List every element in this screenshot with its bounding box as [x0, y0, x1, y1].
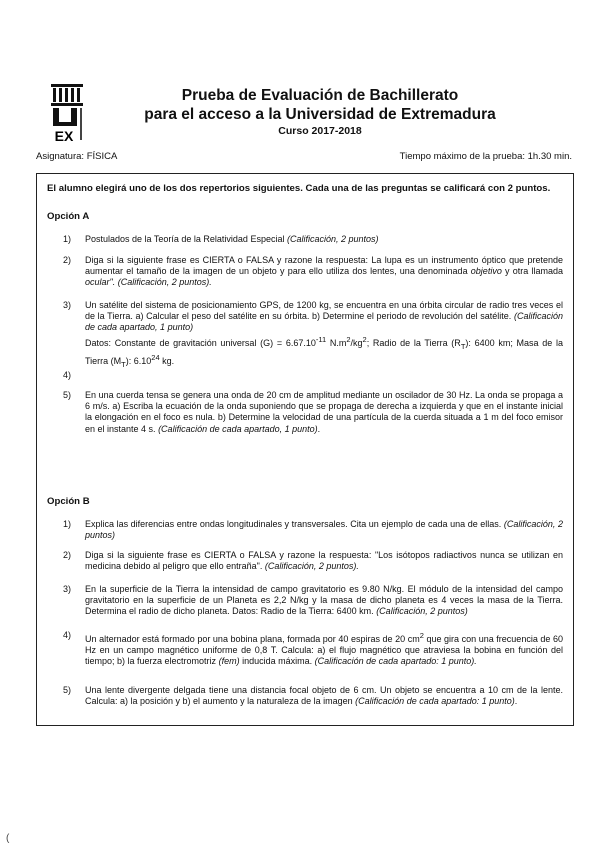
grading-note: (Calificación de cada apartado, 1 punto) [158, 423, 318, 434]
question-number: 2) [63, 550, 72, 560]
logo-text: EX [54, 128, 74, 144]
option-a-title: Opción A [47, 211, 90, 222]
exponent: 24 [151, 352, 160, 362]
subject-label: Asignatura: FÍSICA [36, 151, 118, 162]
exponent: -11 [315, 334, 327, 344]
data-text: /kg [350, 337, 363, 348]
exponent: 2 [362, 334, 367, 344]
question-number: 3) [63, 584, 72, 594]
question-b5 [63, 685, 563, 707]
question-number: 5) [63, 390, 72, 400]
question-text: Un alternador está formado por una bobina plana, formada por 40 espiras de 20 cm [85, 634, 420, 644]
grading-note: (Calificación de cada apartado: 1 punto). [314, 656, 477, 667]
question-text: Diga si la siguiente frase es CIERTA o FALSA y razone la respuesta: La lupa es un instrumento óptico que pretende aumentar el tamaño de la imagen de un objeto y para ello utiliza dos lentes, una denominada [85, 255, 563, 277]
question-number: 1) [63, 234, 72, 244]
grading-note: (Calificación, 2 puntos). [264, 561, 359, 572]
data-text: ): 6.10 [125, 355, 152, 366]
punctuation: . [317, 423, 321, 434]
question-b3 [63, 584, 563, 618]
subscript: T [121, 359, 126, 369]
question-text-cont: y otra llamada [505, 266, 563, 277]
question-b1 [63, 519, 563, 541]
time-limit: Tiempo máximo de la prueba: 1h.30 min. [399, 151, 572, 162]
grading-note: (Calificación, 2 puntos) [376, 606, 468, 617]
question-text: En la superficie de la Tierra la intensidad de campo gravitatorio es 9.80 N/kg. El módulo de la intensidad del campo gravitatorio en la superficie de un Planeta es 2,2 N/kg y la masa de dicho planeta es 4 veces la masa de la Tierra. Determina el radio de dicho planeta. Datos: Radio de la Tierra: 6400 km. [85, 584, 563, 617]
grading-note: (Calificación, 2 puntos) [85, 519, 563, 541]
question-text: Explica las diferencias entre ondas longitudinales y transversales. Cita un ejemplo de cada una de ellas. [85, 519, 502, 529]
question-number: 5) [63, 685, 72, 695]
term-fem: (fem) [218, 656, 240, 667]
exam-header [120, 86, 520, 137]
question-a3 [63, 300, 563, 370]
university-logo [49, 84, 85, 144]
question-text-cont: que gira con una frecuencia de 60 Hz en un campo magnético uniforme de 0,8 T. Calcula: a) el flujo magnético que atraviesa la bobina en función del tiempo; b) la fuerza electromotriz [85, 634, 563, 667]
question-a2 [63, 255, 563, 289]
question-text: Un satélite del sistema de posicionamiento GPS, de 1200 kg, se encuentra en una órbita circular de radio tres veces el de la Tierra. a) Calcular el peso del satélite en su órbita. b) Determine el periodo de revolución del satélite. [85, 300, 563, 322]
exponent: 2 [346, 334, 351, 344]
exam-box [36, 173, 574, 726]
question-number: 4) [63, 370, 72, 380]
data-text: ): 6400 km; Masa de la Tierra (M [85, 337, 563, 366]
question-number: 2) [63, 255, 72, 265]
question-number: 3) [63, 300, 72, 310]
question-number: 1) [63, 519, 72, 529]
grading-note: (Calificación de cada apartado, 1 punto) [85, 311, 563, 333]
term-objetivo: objetivo [470, 266, 502, 277]
title-line-2: para el acceso a la Universidad de Extremadura [144, 106, 496, 123]
grading-note: (Calificación, 2 puntos). [117, 277, 212, 288]
data-text: kg. [159, 355, 175, 366]
data-text: Datos: Constante de gravitación universal (G) = 6.67.10 [85, 337, 316, 348]
question-a1 [63, 234, 563, 245]
question-text: Una lente divergente delgada tiene una distancia focal objeto de 6 cm. Un objeto se encuentra a 10 cm de la lente. Calcula: a) la posición y b) el aumento y la naturaleza de la imagen [85, 685, 563, 707]
question-b4 [63, 630, 563, 668]
question-number: 4) [63, 630, 72, 640]
punctuation: . [514, 696, 518, 707]
scan-mark: ( [6, 833, 10, 844]
question-b2 [63, 550, 563, 572]
term-ocular: ocular". [85, 277, 116, 288]
course-year: Curso 2017-2018 [278, 125, 362, 137]
question-a5 [63, 390, 563, 435]
subscript: T [460, 341, 466, 351]
data-text: ; Radio de la Tierra (R [366, 337, 461, 348]
title-line-1: Prueba de Evaluación de Bachillerato [181, 87, 459, 104]
data-text: N.m [326, 337, 347, 348]
grading-note: (Calificación, 2 puntos) [286, 234, 379, 244]
exponent: 2 [419, 631, 424, 640]
question-text-cont: inducida máxima. [242, 656, 313, 667]
grading-note: (Calificación de cada apartado: 1 punto) [355, 696, 515, 707]
question-text: Postulados de la Teoría de la Relatividad Especial [85, 234, 285, 244]
option-b-title: Opción B [47, 496, 90, 507]
question-text: En una cuerda tensa se genera una onda de 20 cm de amplitud mediante un oscilador de 30 Hz. La onda se propaga a 6 m/s. a) Escriba la ecuación de la onda suponiendo que se propaga de derecha a izquierda y que en el instante inicial la elongación en el foco es nula. b) Determine la velocidad de una partícula de la cuerda situada a 1 m del foco emisor en el instante 4 s. [85, 390, 563, 434]
instructions: El alumno elegirá uno de los dos repertorios siguientes. Cada una de las preguntas se calificará con 2 puntos. [47, 183, 551, 194]
question-text: Diga si la siguiente frase es CIERTA o FALSA y razone la respuesta: "Los isótopos radiactivos nunca se utilizan en medicina debido al peligro que ello entraña". [85, 550, 563, 572]
